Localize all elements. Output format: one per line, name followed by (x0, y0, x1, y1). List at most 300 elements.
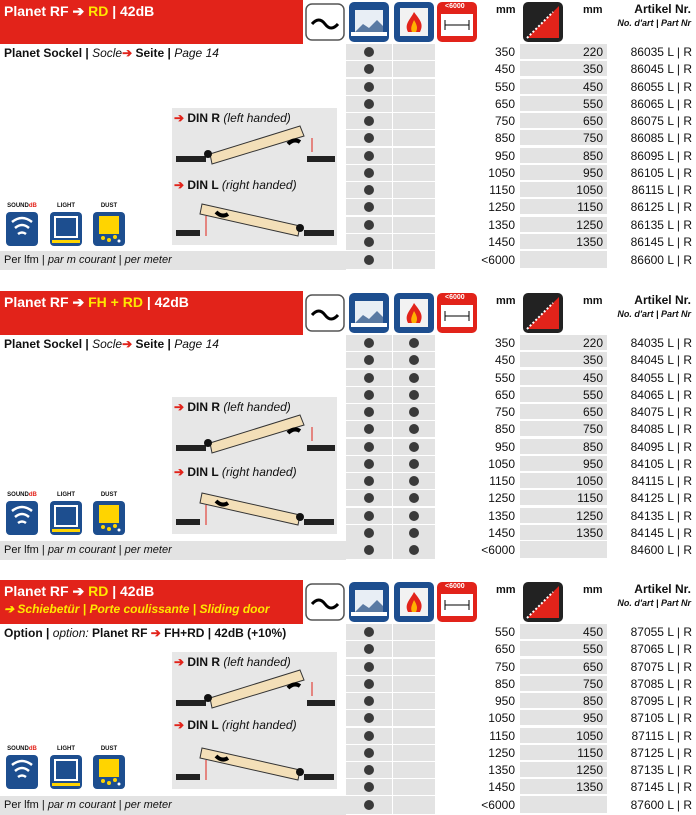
section-header (0, 0, 303, 44)
sound-col-cell (346, 745, 392, 762)
fire-col-cell (393, 130, 435, 147)
included-dot (364, 713, 374, 723)
door-width-cell: 1450 (436, 779, 519, 795)
mm-header-1: mm (496, 4, 516, 16)
footer-row (346, 541, 696, 560)
fire-col-cell (393, 61, 435, 78)
product-section-2 (0, 291, 696, 561)
included-dot (364, 696, 374, 706)
included-dot (364, 220, 374, 230)
fire-col-cell (393, 79, 435, 96)
din-r-label: ➔ DIN R (left handed) (174, 655, 291, 669)
seal-length-cell: 450 (520, 370, 607, 386)
seal-length-cell: 1050 (520, 728, 607, 744)
length-range-label: <6000 (445, 294, 465, 301)
door-gap-icon (523, 582, 563, 622)
table-row (346, 79, 696, 96)
table-row (346, 199, 696, 216)
sound-wave-icon (6, 212, 38, 246)
included-dot (364, 255, 374, 265)
sound-col-cell (346, 335, 392, 352)
table-row (346, 352, 696, 369)
table-row (346, 693, 696, 710)
light-label: LIGHT (57, 203, 75, 209)
article-number-cell: 87145 L | R (608, 779, 696, 795)
included-dot (364, 116, 374, 126)
footer-col2 (393, 796, 435, 815)
sound-wave-icon (6, 501, 38, 535)
included-dot (364, 644, 374, 654)
section-subtitle: Planet Sockel | Socle➔ Seite | Page 14 (4, 337, 219, 351)
door-gap-icon (523, 2, 563, 42)
article-number-cell: 84105 L | R (608, 456, 696, 472)
dust-barrier-icon (93, 212, 125, 246)
table-row (346, 182, 696, 199)
fire-col-cell (393, 148, 435, 165)
door-width-cell: 1350 (436, 508, 519, 524)
footer-col2 (393, 541, 435, 560)
fire-col-cell (393, 404, 435, 421)
article-number-cell: 86085 L | R (608, 130, 696, 146)
section-subtitle: Planet Sockel | Socle➔ Seite | Page 14 (4, 46, 219, 60)
fire-col-cell (393, 96, 435, 113)
seal-length-cell: 450 (520, 624, 607, 640)
included-dot (364, 476, 374, 486)
included-dot (409, 442, 419, 452)
seal-length-cell: 450 (520, 79, 607, 95)
sound-col-cell (346, 624, 392, 641)
included-dot (364, 627, 374, 637)
article-subtitle: No. d'art | Part Nr (617, 18, 691, 28)
included-dot (364, 47, 374, 57)
sound-col-cell (346, 79, 392, 96)
footer-row (346, 251, 696, 270)
table-row (346, 624, 696, 641)
table-row (346, 762, 696, 779)
table-row (346, 370, 696, 387)
included-dot (409, 493, 419, 503)
fire-col-cell (393, 779, 435, 796)
footer-col1 (346, 796, 392, 815)
article-number-cell: 84075 L | R (608, 404, 696, 420)
fire-col-cell (393, 335, 435, 352)
article-number-cell: 84055 L | R (608, 370, 696, 386)
sound-col-cell (346, 728, 392, 745)
seal-profile-icon (303, 580, 347, 624)
included-dot (364, 373, 374, 383)
article-number-cell: 87065 L | R (608, 641, 696, 657)
included-dot (409, 390, 419, 400)
table-row (346, 779, 696, 796)
included-dot (409, 476, 419, 486)
included-dot (409, 338, 419, 348)
seal-length-cell: 1150 (520, 199, 607, 215)
seal-length-cell: 550 (520, 387, 607, 403)
included-dot (364, 748, 374, 758)
door-width-cell: 450 (436, 352, 519, 368)
fire-protection-icon (394, 293, 434, 333)
footer-col4 (520, 251, 607, 269)
article-number-cell: 84085 L | R (608, 421, 696, 437)
section-header (0, 291, 303, 335)
table-row (346, 61, 696, 78)
fire-col-cell (393, 439, 435, 456)
table-row (346, 728, 696, 745)
sound-col-cell (346, 490, 392, 507)
footer-col2 (393, 251, 435, 270)
included-dot (364, 782, 374, 792)
sound-col-cell (346, 456, 392, 473)
footer-length: <6000 (436, 251, 519, 269)
door-width-cell: 1150 (436, 182, 519, 198)
light-label: LIGHT (57, 492, 75, 498)
door-width-cell: 1350 (436, 762, 519, 778)
length-range-label: <6000 (445, 583, 465, 590)
light-label: LIGHT (57, 746, 75, 752)
fire-col-cell (393, 525, 435, 542)
sound-col-cell (346, 779, 392, 796)
included-dot (364, 64, 374, 74)
table-row (346, 130, 696, 147)
section-title: Planet RF ➔ RD | 42dB (4, 3, 155, 19)
seal-length-cell: 1250 (520, 217, 607, 233)
included-dot (364, 765, 374, 775)
sound-col-cell (346, 676, 392, 693)
sound-col-cell (346, 199, 392, 216)
seal-length-cell: 650 (520, 113, 607, 129)
din-l-label: ➔ DIN L (right handed) (174, 465, 297, 479)
din-r-label: ➔ DIN R (left handed) (174, 400, 291, 414)
table-row (346, 148, 696, 165)
din-l-label: ➔ DIN L (right handed) (174, 718, 297, 732)
section-title: Planet RF ➔ RD | 42dB (4, 583, 155, 599)
seal-length-cell: 850 (520, 439, 607, 455)
seal-length-cell: 750 (520, 130, 607, 146)
seal-length-cell: 950 (520, 165, 607, 181)
footer-article: 87600 L | R (608, 796, 696, 814)
sound-col-cell (346, 182, 392, 199)
included-dot (364, 355, 374, 365)
sound-col-cell (346, 404, 392, 421)
fire-col-cell (393, 745, 435, 762)
article-number-cell: 87085 L | R (608, 676, 696, 692)
article-title: Artikel Nr. (634, 2, 691, 16)
included-dot (364, 511, 374, 521)
table-row (346, 421, 696, 438)
door-direction-diagram (172, 108, 337, 245)
fire-col-cell (393, 352, 435, 369)
sound-insulation-icon (349, 2, 389, 42)
door-width-cell: 850 (436, 421, 519, 437)
door-direction-diagram (172, 397, 337, 534)
seal-length-cell: 350 (520, 352, 607, 368)
sound-col-cell (346, 96, 392, 113)
mm-header-1: mm (496, 584, 516, 596)
article-number-cell: 84035 L | R (608, 335, 696, 351)
article-number-cell: 84135 L | R (608, 508, 696, 524)
fire-protection-icon (394, 582, 434, 622)
sound-col-cell (346, 148, 392, 165)
door-width-cell: 750 (436, 404, 519, 420)
sound-col-cell (346, 61, 392, 78)
seal-length-cell: 750 (520, 421, 607, 437)
section-title-line2: ➔ Schiebetür | Porte coulissante | Sliding door (4, 602, 270, 616)
door-width-cell: 550 (436, 624, 519, 640)
sound-col-cell (346, 370, 392, 387)
sound-col-cell (346, 641, 392, 658)
included-dot (364, 390, 374, 400)
sound-label: SOUNDdB (7, 746, 37, 752)
article-number-cell: 84115 L | R (608, 473, 696, 489)
sound-col-cell (346, 130, 392, 147)
section-info-panel (0, 44, 346, 251)
seal-length-cell: 1050 (520, 473, 607, 489)
included-dot (364, 442, 374, 452)
article-number-cell: 84065 L | R (608, 387, 696, 403)
footer-article: 84600 L | R (608, 541, 696, 559)
fire-col-cell (393, 199, 435, 216)
fire-col-cell (393, 217, 435, 234)
seal-length-cell: 1350 (520, 525, 607, 541)
included-dot (364, 424, 374, 434)
included-dot (364, 545, 374, 555)
fire-col-cell (393, 641, 435, 658)
table-row (346, 439, 696, 456)
fire-col-cell (393, 113, 435, 130)
table-row (346, 404, 696, 421)
sound-col-cell (346, 710, 392, 727)
dust-label: DUST (100, 203, 118, 209)
sound-col-cell (346, 421, 392, 438)
table-row (346, 641, 696, 658)
sound-col-cell (346, 352, 392, 369)
door-width-cell: 1250 (436, 490, 519, 506)
sound-col-cell (346, 439, 392, 456)
fire-col-cell (393, 710, 435, 727)
fire-protection-icon (394, 2, 434, 42)
fire-col-cell (393, 234, 435, 251)
fire-col-cell (393, 456, 435, 473)
included-dot (364, 528, 374, 538)
door-width-cell: 950 (436, 439, 519, 455)
door-width-cell: 850 (436, 130, 519, 146)
article-number-cell: 87095 L | R (608, 693, 696, 709)
article-subtitle: No. d'art | Part Nr (617, 598, 691, 608)
din-r-label: ➔ DIN R (left handed) (174, 111, 291, 125)
table-row (346, 96, 696, 113)
fire-col-cell (393, 762, 435, 779)
section-info-panel (0, 624, 346, 796)
per-meter-label: Per lfm | par m courant | per meter (0, 796, 346, 815)
door-width-cell: 1150 (436, 473, 519, 489)
product-section-3 (0, 580, 696, 815)
fire-col-cell (393, 490, 435, 507)
sound-col-cell (346, 508, 392, 525)
sound-insulation-icon (349, 293, 389, 333)
article-number-cell: 84125 L | R (608, 490, 696, 506)
included-dot (364, 133, 374, 143)
article-number-cell: 86035 L | R (608, 44, 696, 60)
dust-label: DUST (100, 746, 118, 752)
door-width-cell: 650 (436, 387, 519, 403)
seal-length-cell: 850 (520, 693, 607, 709)
per-meter-label: Per lfm | par m courant | per meter (0, 541, 346, 560)
sound-col-cell (346, 165, 392, 182)
door-width-cell: 1450 (436, 234, 519, 250)
included-dot (364, 185, 374, 195)
table-row (346, 490, 696, 507)
included-dot (364, 407, 374, 417)
article-header (609, 293, 691, 319)
door-width-cell: 550 (436, 370, 519, 386)
included-dot (364, 99, 374, 109)
article-number-cell: 87135 L | R (608, 762, 696, 778)
seal-length-cell: 1150 (520, 490, 607, 506)
table-row (346, 456, 696, 473)
door-width-cell: 750 (436, 659, 519, 675)
section-info-panel (0, 335, 346, 542)
footer-length: <6000 (436, 796, 519, 814)
product-section-1 (0, 0, 696, 270)
sound-label: SOUNDdB (7, 203, 37, 209)
fire-col-cell (393, 473, 435, 490)
door-width-cell: 350 (436, 335, 519, 351)
included-dot (364, 459, 374, 469)
light-barrier-icon (50, 501, 82, 535)
fire-col-cell (393, 659, 435, 676)
length-range-icon (437, 293, 477, 333)
article-title: Artikel Nr. (634, 293, 691, 307)
article-title: Artikel Nr. (634, 582, 691, 596)
included-dot (364, 731, 374, 741)
table-row (346, 676, 696, 693)
included-dot (364, 800, 374, 810)
included-dot (364, 493, 374, 503)
sound-col-cell (346, 473, 392, 490)
fire-col-cell (393, 421, 435, 438)
table-row (346, 745, 696, 762)
fire-col-cell (393, 165, 435, 182)
seal-length-cell: 650 (520, 659, 607, 675)
door-width-cell: 1150 (436, 728, 519, 744)
included-dot (409, 545, 419, 555)
door-width-cell: 1350 (436, 217, 519, 233)
light-barrier-icon (50, 755, 82, 789)
article-number-cell: 87075 L | R (608, 659, 696, 675)
article-number-cell: 86055 L | R (608, 79, 696, 95)
seal-length-cell: 750 (520, 676, 607, 692)
table-row (346, 473, 696, 490)
footer-article: 86600 L | R (608, 251, 696, 269)
footer-col1 (346, 251, 392, 270)
table-row (346, 165, 696, 182)
included-dot (364, 82, 374, 92)
article-subtitle: No. d'art | Part Nr (617, 309, 691, 319)
door-width-cell: 850 (436, 676, 519, 692)
fire-col-cell (393, 370, 435, 387)
door-width-cell: 1050 (436, 165, 519, 181)
seal-length-cell: 1050 (520, 182, 607, 198)
seal-length-cell: 650 (520, 404, 607, 420)
fire-col-cell (393, 624, 435, 641)
table-row (346, 659, 696, 676)
table-row (346, 113, 696, 130)
section-title: Planet RF ➔ FH + RD | 42dB (4, 294, 189, 310)
article-number-cell: 86105 L | R (608, 165, 696, 181)
table-row (346, 508, 696, 525)
seal-length-cell: 350 (520, 61, 607, 77)
door-width-cell: 550 (436, 79, 519, 95)
door-width-cell: 1050 (436, 456, 519, 472)
table-row (346, 217, 696, 234)
seal-length-cell: 1250 (520, 508, 607, 524)
seal-length-cell: 220 (520, 335, 607, 351)
door-width-cell: 950 (436, 148, 519, 164)
length-range-icon (437, 2, 477, 42)
light-barrier-icon (50, 212, 82, 246)
included-dot (409, 528, 419, 538)
table-row (346, 234, 696, 251)
seal-length-cell: 1350 (520, 234, 607, 250)
seal-length-cell: 220 (520, 44, 607, 60)
fire-col-cell (393, 693, 435, 710)
seal-length-cell: 550 (520, 96, 607, 112)
included-dot (409, 355, 419, 365)
seal-length-cell: 550 (520, 641, 607, 657)
sound-col-cell (346, 762, 392, 779)
door-direction-diagram (172, 652, 337, 789)
sound-col-cell (346, 44, 392, 61)
fire-col-cell (393, 676, 435, 693)
section-header (0, 580, 303, 624)
article-number-cell: 86095 L | R (608, 148, 696, 164)
door-width-cell: 1250 (436, 745, 519, 761)
article-number-cell: 86065 L | R (608, 96, 696, 112)
included-dot (364, 202, 374, 212)
article-number-cell: 87125 L | R (608, 745, 696, 761)
article-number-cell: 86125 L | R (608, 199, 696, 215)
door-width-cell: 1250 (436, 199, 519, 215)
section-subtitle: Option | option: Planet RF ➔ FH+RD | 42dB (+10%) (4, 626, 287, 640)
article-number-cell: 87105 L | R (608, 710, 696, 726)
seal-profile-icon (303, 291, 347, 335)
fire-col-cell (393, 728, 435, 745)
length-range-icon (437, 582, 477, 622)
included-dot (364, 662, 374, 672)
included-dot (409, 373, 419, 383)
article-number-cell: 84095 L | R (608, 439, 696, 455)
included-dot (364, 168, 374, 178)
door-width-cell: 1450 (436, 525, 519, 541)
door-width-cell: 450 (436, 61, 519, 77)
seal-length-cell: 1350 (520, 779, 607, 795)
table-row (346, 525, 696, 542)
door-width-cell: 650 (436, 641, 519, 657)
table-row (346, 387, 696, 404)
article-number-cell: 87055 L | R (608, 624, 696, 640)
sound-label: SOUNDdB (7, 492, 37, 498)
article-number-cell: 86115 L | R (608, 182, 696, 198)
door-width-cell: 1050 (436, 710, 519, 726)
seal-length-cell: 1250 (520, 762, 607, 778)
mm-header-2: mm (583, 4, 603, 16)
sound-col-cell (346, 387, 392, 404)
table-row (346, 44, 696, 61)
included-dot (364, 151, 374, 161)
din-l-label: ➔ DIN L (right handed) (174, 178, 297, 192)
door-width-cell: 750 (436, 113, 519, 129)
length-range-label: <6000 (445, 3, 465, 10)
